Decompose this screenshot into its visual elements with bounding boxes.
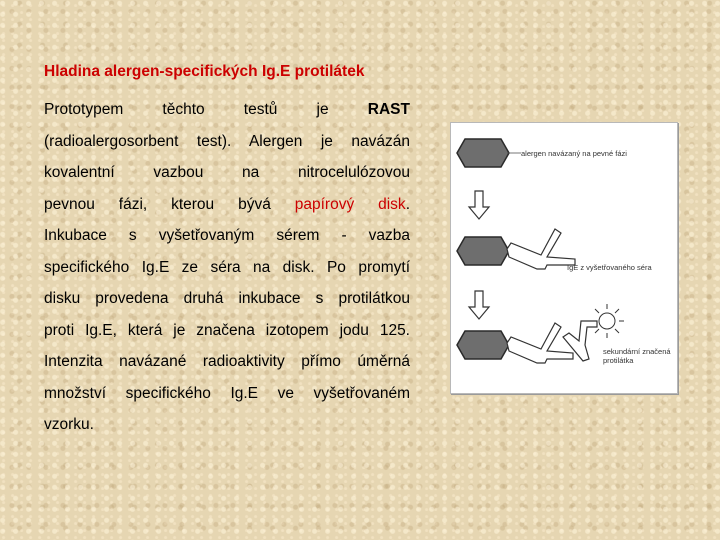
body-line-6: specifického Ig.E ze séra na disk. Po promytí bbox=[44, 258, 410, 276]
body-text: pevnou fázi, kterou bývá bbox=[44, 195, 271, 213]
body-line-2 bbox=[44, 126, 410, 158]
allergen-hexagon-2 bbox=[457, 237, 509, 265]
body-text: (radioalergosorbent test). bbox=[44, 132, 232, 150]
body-line-1 bbox=[44, 94, 410, 126]
body-line-3: kovalentní vazbou na nitrocelulózovou bbox=[44, 164, 410, 181]
body-line-10: množství specifického Ig.E ve vyšetřovaném bbox=[44, 384, 410, 402]
caption-secondary-line2: protilátka bbox=[603, 356, 634, 365]
body-text: Alergen je navázán bbox=[248, 132, 411, 150]
body-paragraph bbox=[44, 94, 410, 441]
ige-antibody-1 bbox=[507, 229, 575, 269]
caption-ige: IgE z vyšetřovaného séra bbox=[567, 263, 652, 272]
rast-term: RAST bbox=[367, 101, 410, 118]
body-line-8: proti Ig.E, která je značena izotopem jodu 125. bbox=[44, 321, 410, 339]
down-arrow-1 bbox=[469, 191, 489, 219]
caption-secondary-line1: sekundární značená bbox=[603, 347, 671, 356]
body-text: Prototypem těchto testů je bbox=[44, 101, 329, 118]
body-line-7: disku provedena druhá inkubace s protilátkou bbox=[44, 290, 410, 307]
body-text: . bbox=[405, 195, 410, 213]
rast-diagram bbox=[450, 122, 678, 394]
allergen-hexagon-3 bbox=[457, 331, 509, 359]
body-line-5: Inkubace s vyšetřovaným sérem - vazba bbox=[44, 227, 410, 244]
caption-allergen: alergen navázaný na pevné fázi bbox=[521, 149, 627, 158]
body-line-11: vzorku. bbox=[44, 416, 94, 433]
ige-antibody-2 bbox=[507, 323, 573, 363]
down-arrow-2 bbox=[469, 291, 489, 319]
body-line-4 bbox=[44, 189, 410, 221]
paper-disk-term: papírový disk bbox=[294, 195, 406, 213]
allergen-hexagon-1 bbox=[457, 139, 509, 167]
body-line-9: Intenzita navázané radioaktivity přímo úměrná bbox=[44, 353, 410, 370]
slide-title: Hladina alergen-specifických Ig.E protilátek bbox=[44, 63, 365, 80]
slide-text-block bbox=[44, 62, 410, 441]
